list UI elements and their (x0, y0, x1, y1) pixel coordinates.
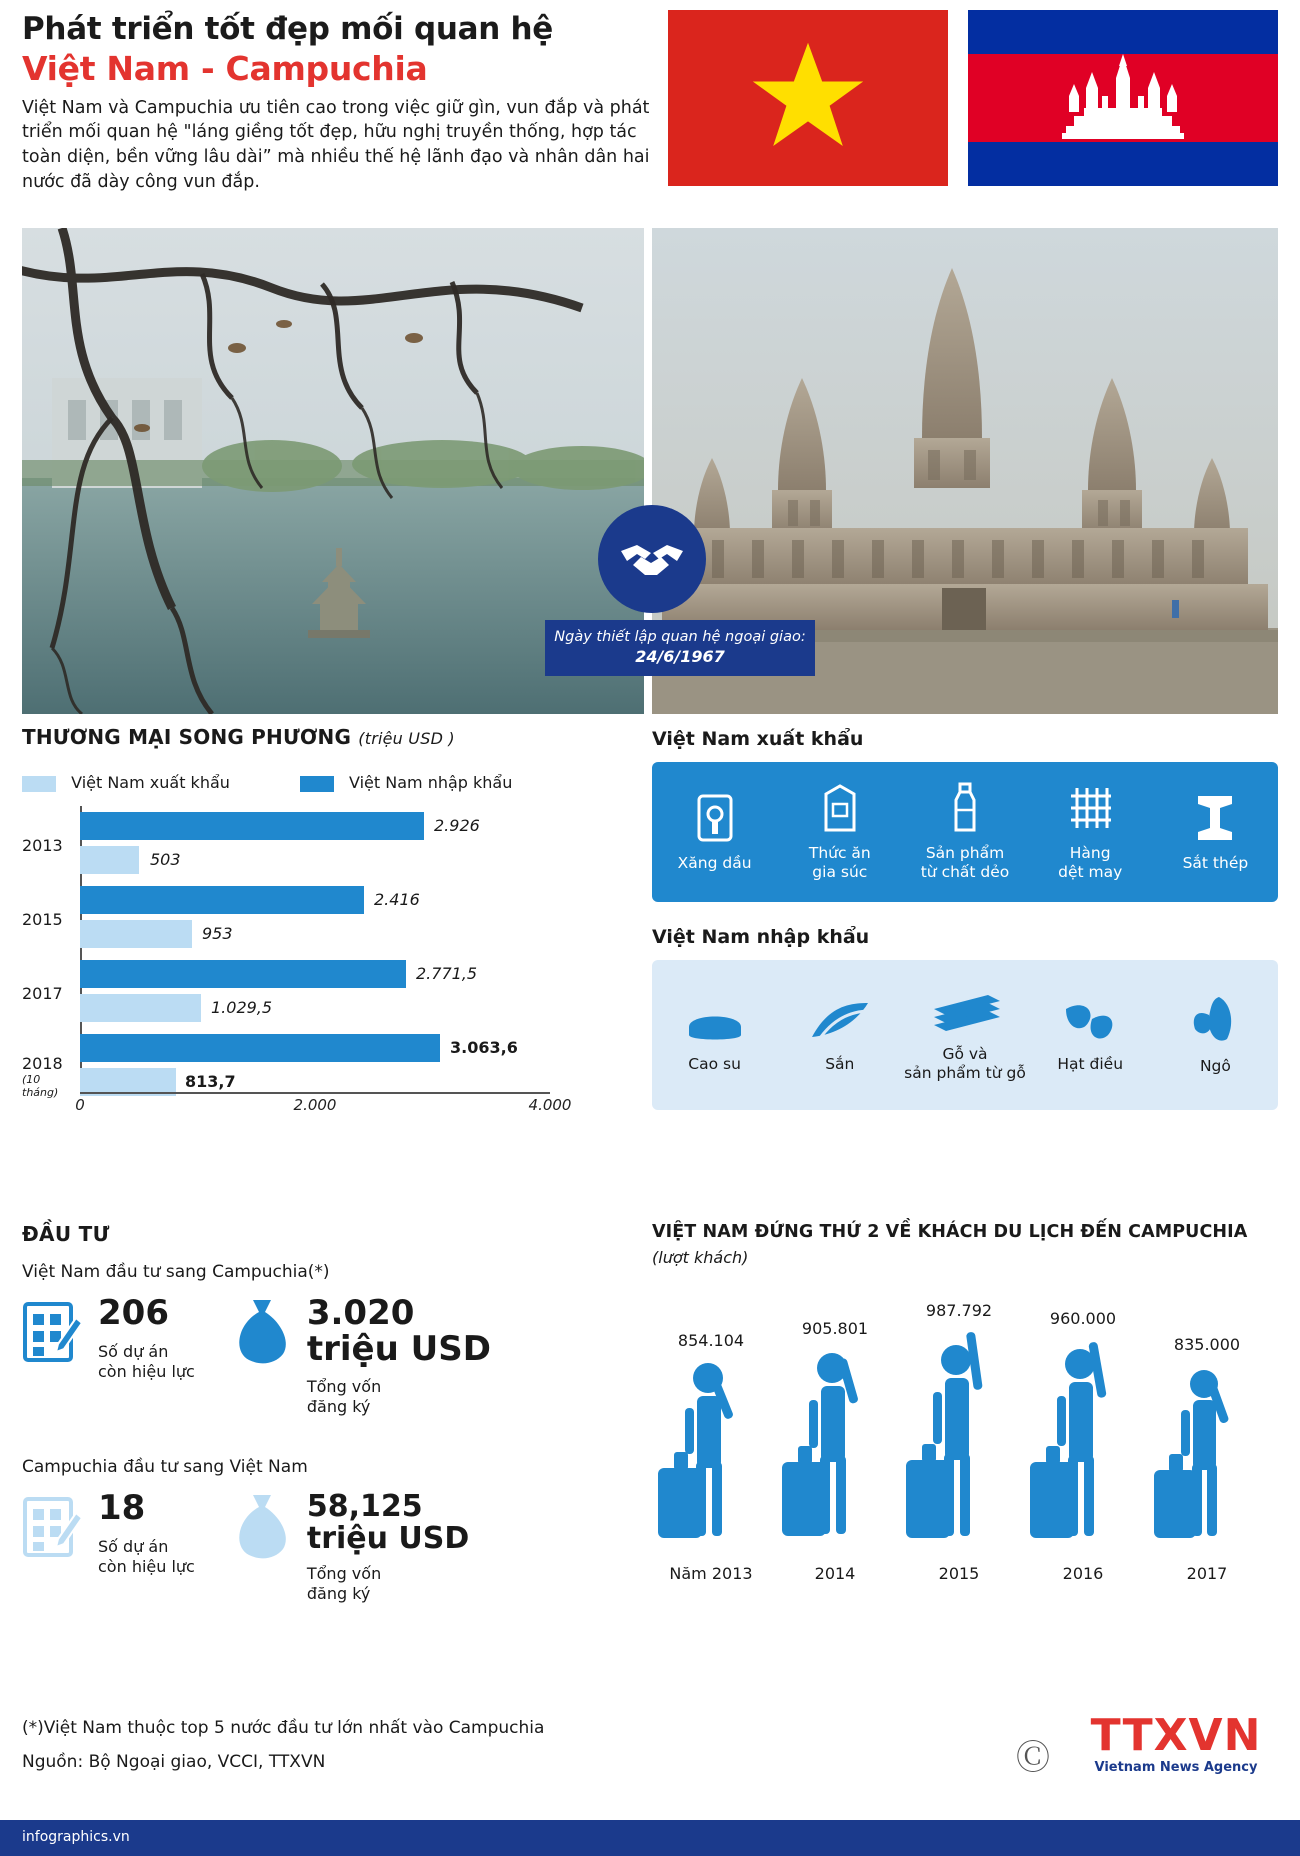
trade-year-2013: 2013 (22, 836, 63, 855)
investment-vn-to-kh-row (22, 1293, 622, 1417)
investment-capital-vn-value: 3.020 (306, 1293, 415, 1333)
x-tick-0: 0 (75, 1096, 85, 1114)
export-label-oil: Xăng dầu (677, 853, 752, 872)
tourism-value-2015: 987.792 (925, 1300, 993, 1320)
tourism-col-2014 (776, 1319, 894, 1581)
legend-import (300, 773, 512, 792)
tourism-pictogram-chart (652, 1281, 1278, 1581)
tourism-subtitle: (lượt khách) (652, 1247, 749, 1267)
export-label-feed: Thức ăn gia súc (808, 844, 871, 881)
trade-value-export-2013: 503 (150, 850, 181, 869)
diplomatic-relations-banner (545, 620, 815, 676)
traveler-icon (652, 1356, 770, 1552)
vietnam-flag-icon (668, 10, 948, 186)
x-tick-2000: 2.000 (293, 1096, 337, 1114)
export-label-steel: Sắt thép (1182, 853, 1249, 872)
oil-barrel-icon (693, 792, 737, 844)
cashew-icon (1058, 997, 1122, 1045)
import-label-timber: Gỗ và sản phẩm từ gỗ (904, 1045, 1026, 1082)
money-bag-icon (231, 1296, 293, 1417)
trade-value-export-2018: 813,7 (185, 1072, 236, 1091)
diplo-date: 24/6/1967 (635, 647, 725, 667)
export-item-feed (777, 782, 902, 881)
trade-value-export-2015: 953 (202, 924, 233, 943)
trade-title-text: THƯƠNG MẠI SONG PHƯƠNG (22, 725, 352, 749)
investment-projects-kh-caption: Số dự án còn hiệu lực (98, 1537, 195, 1577)
diplo-label: Ngày thiết lập quan hệ ngoại giao: (554, 629, 806, 646)
tourism-col-2015 (900, 1301, 1018, 1581)
investment-heading: ĐẦU TƯ (22, 1222, 110, 1246)
trade-bar-export-2013 (80, 846, 139, 874)
investment-kh-to-vn-subtitle: Campuchia đầu tư sang Việt Nam (22, 1457, 308, 1478)
tourism-value-2017: 835.000 (1173, 1334, 1241, 1354)
trade-value-import-2015: 2.416 (374, 890, 420, 909)
investment-capital-vn (231, 1293, 491, 1417)
legend-swatch-export (22, 776, 56, 792)
legend-export (22, 773, 230, 792)
agency-mark: TTXVN (1090, 1710, 1262, 1761)
traveler-icon (1024, 1334, 1142, 1552)
investment-projects-kh (22, 1488, 195, 1604)
tourism-year-2014: 2014 (814, 1563, 856, 1583)
site-url: infographics.vn (22, 1829, 130, 1845)
trade-year-2017: 2017 (22, 984, 63, 1003)
investment-capital-kh (231, 1491, 469, 1604)
trade-value-export-2017: 1.029,5 (211, 998, 273, 1017)
tourism-year-2016: 2016 (1062, 1563, 1104, 1583)
imports-panel (652, 960, 1278, 1110)
tourism-year-2015: 2015 (938, 1563, 980, 1583)
investment-capital-vn-text (306, 1293, 491, 1417)
tourism-year-2013: Năm 2013 (669, 1563, 753, 1583)
agency-subtitle: Vietnam News Agency (1094, 1760, 1258, 1775)
trade-bar-chart (22, 806, 614, 1114)
clipboard-pen-icon-light (22, 1491, 84, 1604)
corn-icon (1183, 995, 1247, 1047)
trade-bar-import-2015 (80, 886, 364, 914)
exports-panel (652, 762, 1278, 902)
export-item-textile (1028, 782, 1153, 881)
tourism-year-2017: 2017 (1186, 1563, 1228, 1583)
trade-unit: (triệu USD ) (358, 729, 455, 748)
traveler-icon (900, 1326, 1018, 1552)
trade-year-2015: 2015 (22, 910, 63, 929)
tourism-value-2016: 960.000 (1049, 1308, 1117, 1328)
tourism-col-2016 (1024, 1309, 1142, 1581)
investment-projects-vn-text (98, 1293, 195, 1417)
export-label-plastic: Sản phẩm từ chất dẻo (920, 844, 1010, 881)
import-label-cassava: Sắn (825, 1054, 855, 1073)
intro-paragraph: Việt Nam và Campuchia ưu tiên cao trong việc giữ gìn, vun đắp và phát triển mối quan hệ "láng giềng tốt đẹp, hữu nghị truyền thống, hợp tác toàn diện, bền vững lâu dài” mà nhiều thế hệ lãnh đạo và nhân dân hai nước đã dày công vun đắp. (22, 97, 650, 193)
copyright-icon: Ⓒ (1016, 1738, 1050, 1778)
trade-bar-import-2017 (80, 960, 406, 988)
investment-capital-kh-caption: Tổng vốn đăng ký (306, 1564, 382, 1604)
agency-logo (1076, 1710, 1276, 1775)
export-label-textile: Hàng dệt may (1058, 844, 1123, 881)
exports-heading: Việt Nam xuất khẩu (652, 728, 864, 750)
money-bag-icon-light (231, 1491, 293, 1604)
timber-icon (926, 987, 1004, 1035)
trade-bar-import-2013 (80, 812, 424, 840)
footnote-star: (*)Việt Nam thuộc top 5 nước đầu tư lớn nhất vào Campuchia (22, 1718, 545, 1738)
handshake-icon (598, 505, 706, 613)
import-item-corn (1153, 995, 1278, 1076)
trade-bar-import-2018 (80, 1034, 440, 1062)
legend-swatch-import (300, 776, 334, 792)
footnote-source: Nguồn: Bộ Ngoại giao, VCCI, TTXVN (22, 1752, 326, 1772)
investment-capital-kh-value: 58,125 (306, 1489, 423, 1525)
investment-projects-kh-value: 18 (98, 1488, 146, 1529)
import-label-rubber: Cao su (688, 1054, 741, 1073)
investment-projects-vn-value: 206 (98, 1293, 169, 1333)
clipboard-pen-icon (22, 1296, 84, 1417)
trade-value-import-2017: 2.771,5 (416, 964, 478, 983)
import-item-cassava (777, 997, 902, 1074)
investment-kh-to-vn-row (22, 1488, 622, 1604)
tourism-col-2017 (1148, 1335, 1266, 1581)
trade-title (22, 725, 622, 749)
bottom-bar (0, 1820, 1300, 1856)
tourism-section (652, 1222, 1278, 1581)
page-title-line2: Việt Nam - Campuchia (22, 48, 428, 88)
export-item-plastic (902, 782, 1027, 881)
page-title-line1: Phát triển tốt đẹp mối quan hệ (22, 11, 554, 47)
trade-bar-export-2017 (80, 994, 201, 1022)
trade-value-import-2018: 3.063,6 (450, 1038, 518, 1057)
tourism-col-2013 (652, 1331, 770, 1581)
bilateral-trade-section (22, 725, 622, 1114)
trade-year-2018-note: (10 tháng) (22, 1073, 59, 1099)
import-item-cashew (1028, 997, 1153, 1074)
investment-capital-vn-unit: triệu USD (306, 1328, 491, 1369)
legend-import-label: Việt Nam nhập khẩu (349, 773, 513, 792)
chart-x-axis (80, 1092, 550, 1094)
cambodia-flag-icon (968, 10, 1278, 186)
feed-bag-icon (818, 782, 862, 834)
trade-year-2018-text: 2018 (22, 1054, 63, 1073)
rubber-icon (683, 997, 747, 1045)
investment-section (22, 1222, 622, 1604)
investment-projects-vn (22, 1293, 195, 1417)
traveler-icon (776, 1344, 894, 1552)
export-item-oil (652, 792, 777, 873)
tourism-heading: VIỆT NAM ĐỨNG THỨ 2 VỀ KHÁCH DU LỊCH ĐẾN CAMPUCHIA (652, 1222, 1248, 1242)
investment-projects-vn-caption: Số dự án còn hiệu lực (98, 1341, 195, 1381)
investment-capital-kh-text (307, 1491, 469, 1604)
import-label-cashew: Hạt điều (1057, 1054, 1124, 1073)
import-item-rubber (652, 997, 777, 1074)
x-tick-4000: 4.000 (528, 1096, 572, 1114)
plastic-bottle-icon (943, 782, 987, 834)
investment-projects-kh-text (98, 1488, 195, 1604)
header (22, 12, 662, 195)
cassava-icon (808, 997, 872, 1045)
legend-export-label: Việt Nam xuất khẩu (71, 773, 230, 792)
trade-bar-export-2015 (80, 920, 192, 948)
traveler-icon (1148, 1360, 1266, 1552)
textile-icon (1067, 782, 1113, 834)
import-label-corn: Ngô (1199, 1056, 1231, 1075)
imports-heading: Việt Nam nhập khẩu (652, 926, 870, 948)
trade-value-import-2013: 2.926 (434, 816, 480, 835)
trade-legend (22, 773, 622, 792)
export-item-steel (1153, 792, 1278, 873)
steel-beam-icon (1192, 792, 1238, 844)
tourism-value-2013: 854.104 (677, 1330, 745, 1350)
investment-capital-kh-unit: triệu USD (306, 1520, 470, 1556)
import-item-timber (902, 987, 1027, 1082)
investment-capital-vn-caption: Tổng vốn đăng ký (306, 1377, 382, 1417)
trade-year-2018 (22, 1054, 78, 1099)
investment-vn-to-kh-subtitle: Việt Nam đầu tư sang Campuchia(*) (22, 1262, 330, 1282)
tourism-value-2014: 905.801 (801, 1318, 869, 1338)
